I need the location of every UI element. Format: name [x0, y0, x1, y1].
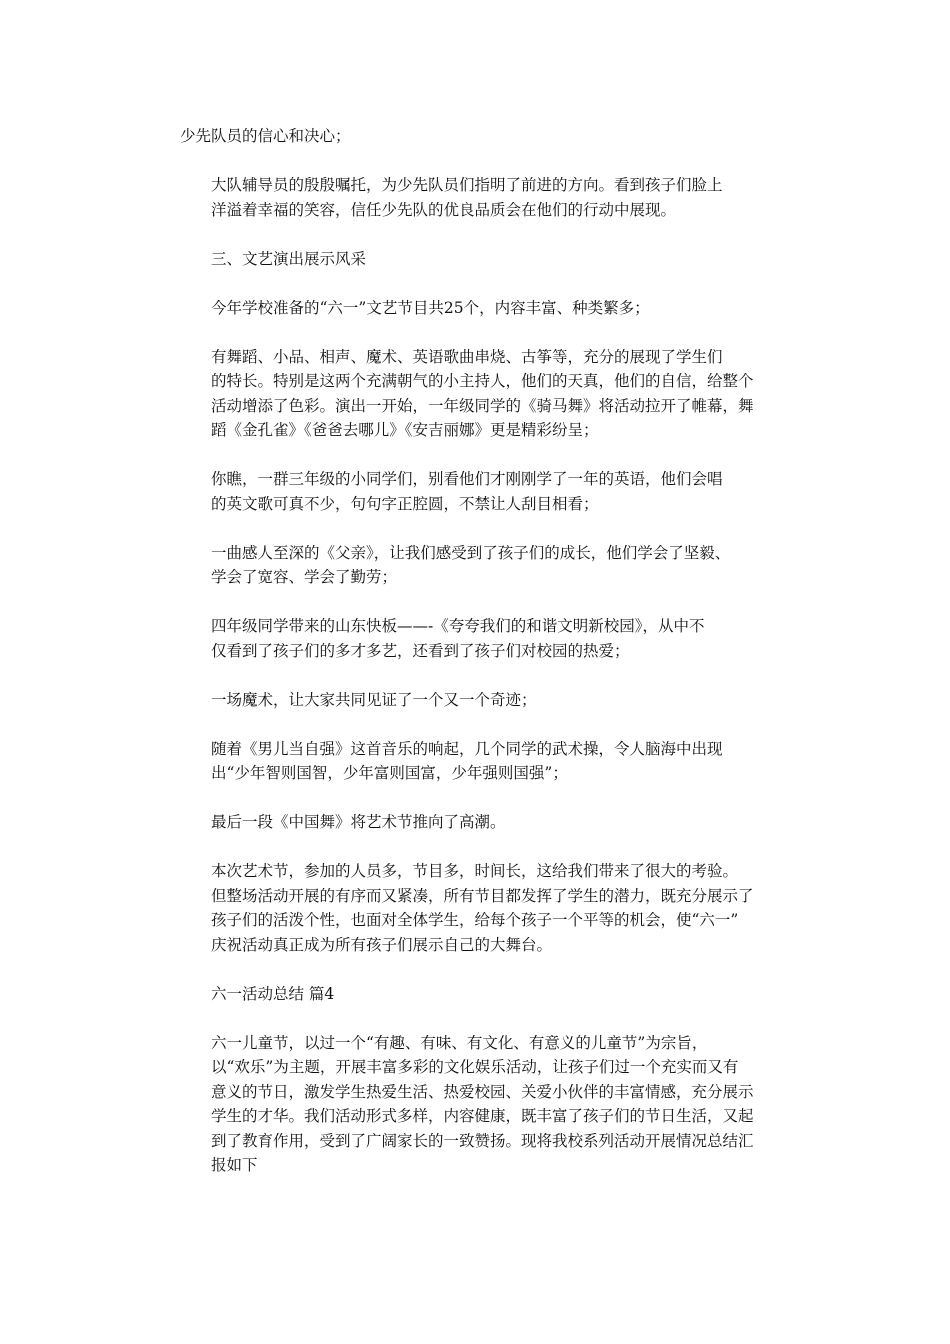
paragraph [180, 614, 780, 663]
text-line: 今年学校准备的“六一”文艺节目共25个，内容丰富、种类繁多； [211, 298, 650, 317]
paragraph [180, 541, 780, 590]
text-line: 但整场活动开展的有序而又紧凑，所有节目都发挥了学生的潜力，既充分展示了 [211, 886, 754, 905]
paragraph [180, 247, 780, 272]
text-line: 本次艺术节，参加的人员多，节目多，时间长，这给我们带来了很大的考验。 [211, 862, 739, 880]
text-line: 四年级同学带来的山东快板——-《夸夸我们的和谐文明新校园》，从中不 [211, 617, 705, 635]
text-line: 学会了宽容、学会了勤劳； [211, 568, 398, 586]
paragraph [180, 124, 780, 149]
paragraph [180, 810, 780, 835]
paragraph [180, 737, 780, 786]
text-line: 意义的节日，激发学生热爱生活、热爱校园、关爱小伙伴的丰富情感，充分展示 [211, 1082, 754, 1101]
text-line: 的英文歌可真不少，句句字正腔圆，不禁让人刮目相看； [211, 494, 599, 513]
text-line: 以“欢乐”为主题，开展丰富多彩的文化娱乐活动，让孩子们过一个充实而又有 [211, 1058, 739, 1076]
text-line: 六一活动总结 篇4 [211, 984, 335, 1003]
text-line: 洋溢着幸福的笑容，信任少先队的优良品质会在他们的行动中展现。 [211, 200, 677, 219]
text-line: 少先队员的信心和决心； [180, 127, 351, 145]
document-body [180, 124, 780, 1178]
text-line: 一曲感人至深的《父亲》，让我们感受到了孩子们的成长，他们学会了坚毅、 [211, 543, 731, 562]
paragraph [180, 467, 780, 516]
paragraph [180, 688, 780, 713]
paragraph [180, 859, 780, 957]
paragraph [180, 296, 780, 321]
paragraph [180, 345, 780, 443]
paragraph [180, 173, 780, 222]
text-line: 有舞蹈、小品、相声、魔术、英语歌曲串烧、古筝等，充分的展现了学生们 [211, 347, 723, 366]
text-line: 报如下 [211, 1156, 258, 1174]
text-line: 庆祝活动真正成为所有孩子们展示自己的大舞台。 [211, 935, 553, 954]
text-line: 到了教育作用，受到了广阔家长的一致赞扬。现将我校系列活动开展情况总结汇 [211, 1131, 754, 1150]
paragraph [180, 982, 780, 1007]
text-line: 六一儿童节，以过一个“有趣、有味、有文化、有意义的儿童节”为宗旨， [211, 1033, 708, 1052]
text-line: 出“少年智则国智，少年富则国富，少年强则国强”； [211, 764, 568, 782]
text-line: 的特长。特别是这两个充满朝气的小主持人，他们的天真，他们的自信，给整个 [211, 372, 754, 390]
text-line: 活动增添了色彩。演出一开始，一年级同学的《骑马舞》将活动拉开了帷幕，舞 [211, 396, 754, 415]
text-line: 孩子们的活泼个性，也面对全体学生，给每个孩子一个平等的机会，使“六一” [211, 911, 739, 929]
text-line: 大队辅导员的殷殷嘱托，为少先队员们指明了前进的方向。看到孩子们脸上 [211, 176, 723, 194]
paragraph [180, 1031, 780, 1178]
text-line: 三、文艺演出展示风采 [211, 249, 367, 268]
text-line: 学生的才华。我们活动形式多样，内容健康，既丰富了孩子们的节日生活，又起 [211, 1107, 754, 1125]
text-line: 一场魔术，让大家共同见证了一个又一个奇迹； [211, 690, 537, 709]
text-line: 蹈《金孔雀》《爸爸去哪儿》《安吉丽娜》更是精彩纷呈； [211, 421, 599, 439]
text-line: 最后一段《中国舞》将艺术节推向了高潮。 [211, 813, 506, 831]
text-line: 仅看到了孩子们的多才多艺，还看到了孩子们对校园的热爱； [211, 641, 630, 660]
text-line: 你瞧，一群三年级的小同学们，别看他们才刚刚学了一年的英语，他们会唱 [211, 470, 723, 488]
text-line: 随着《男儿当自强》这首音乐的响起，几个同学的武术操，令人脑海中出现 [211, 739, 723, 758]
